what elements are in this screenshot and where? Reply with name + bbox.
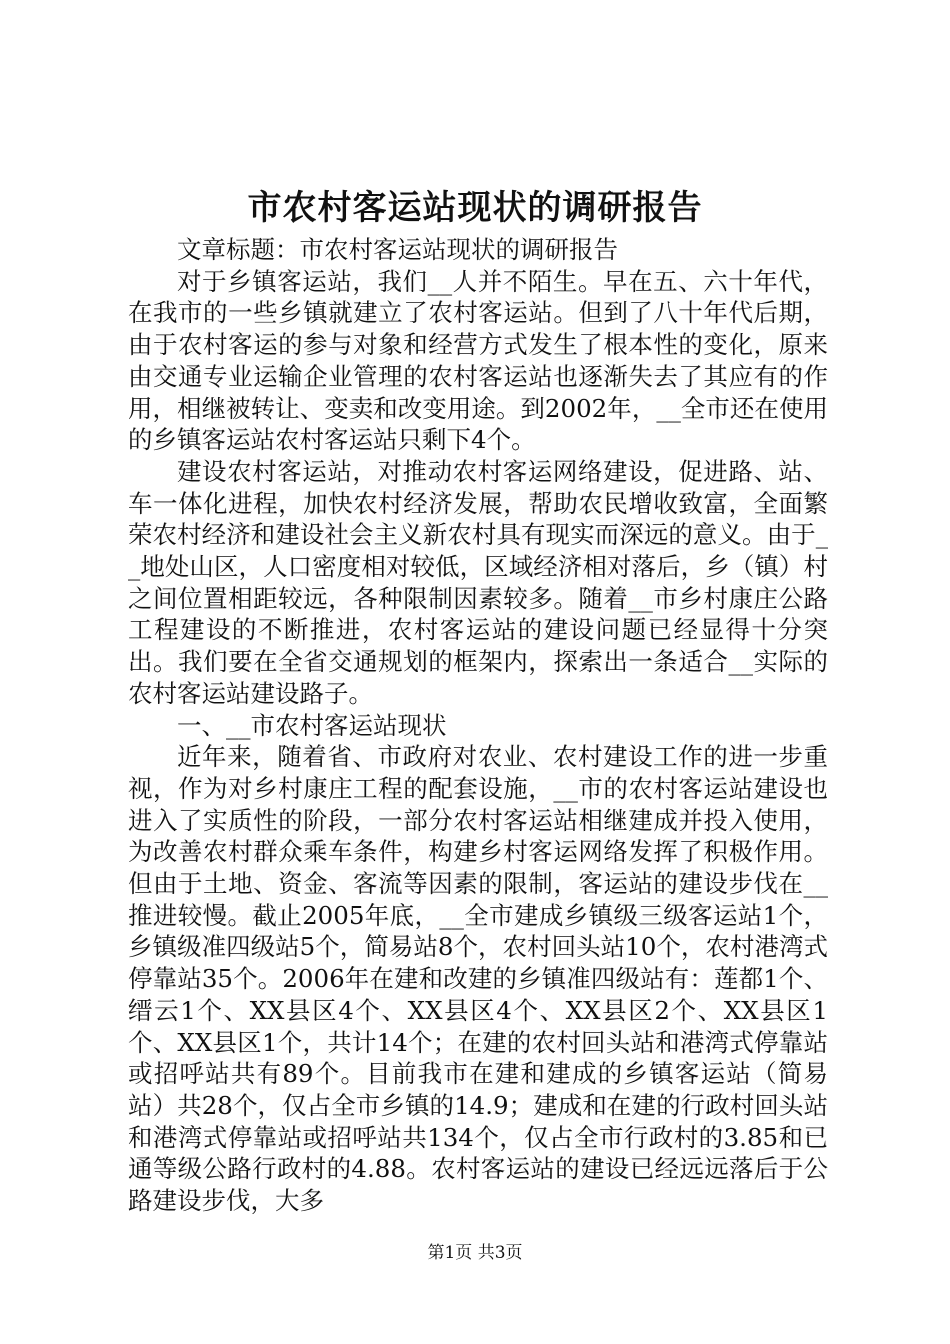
section-heading-status: 一、__市农村客运站现状: [177, 710, 447, 740]
paragraph-intro: 对于乡镇客运站，我们__人并不陌生。早在五、六十年代，在我市的一些乡镇就建立了农村客运站。但到了八十年代后期，由于农村客运的参与对象和经营方式发生了根本性的变化，原来由交通专业运输企业管理的农村客运站也逐渐失去了其应有的作用，相继被转让、变卖和改变用途。到2002年，__全市还在使用的乡镇客运站农村客运站只剩下4个。: [128, 266, 828, 455]
paragraph-status-detail: 近年来，随着省、市政府对农业、农村建设工作的进一步重视，作为对乡村康庄工程的配套设施，__市的农村客运站建设也进入了实质性的阶段，一部分农村客运站相继建成并投入使用，为改善农村群众乘车条件，构建乡村客运网络发挥了积极作用。但由于土地、资金、客流等因素的限制，客运站的建设步伐在__推进较慢。截止2005年底，__全市建成乡镇级三级客运站1个，乡镇级准四级站5个，简易站8个，农村回头站10个，农村港湾式停靠站35个。2006年在建和改建的乡镇准四级站有：莲都1个、缙云1个、XX县区4个、XX县区4个、XX县区2个、XX县区1个、XX县区1个，共计14个；在建的农村回头站和港湾式停靠站或招呼站共有89个。目前我市在建和建成的乡镇客运站（简易站）共28个，仅占全市乡镇的14.9；建成和在建的行政村回头站和港湾式停靠站或招呼站共134个，仅占全市行政村的3.85和已通等级公路行政村的4.88。农村客运站的建设已经远远落后于公路建设步伐，大多: [128, 742, 828, 1216]
paragraph-article-title: 文章标题：市农村客运站现状的调研报告: [177, 235, 618, 264]
document-body: [128, 234, 828, 1217]
page-number-footer: 第1页 共3页: [427, 1243, 523, 1263]
document-title: 市农村客运站现状的调研报告: [247, 188, 703, 228]
paragraph-significance: 建设农村客运站，对推动农村客运网络建设，促进路、站、车一体化进程，加快农村经济发展，帮助农民增收致富，全面繁荣农村经济和建设社会主义新农村具有现实而深远的意义。由于__地处山区，人口密度相对较低，区域经济相对落后，乡（镇）村之间位置相距较远，各种限制因素较多。随着__市乡村康庄公路工程建设的不断推进，农村客运站的建设问题已经显得十分突出。我们要在全省交通规划的框架内，探索出一条适合__实际的农村客运站建设路子。: [128, 456, 828, 708]
